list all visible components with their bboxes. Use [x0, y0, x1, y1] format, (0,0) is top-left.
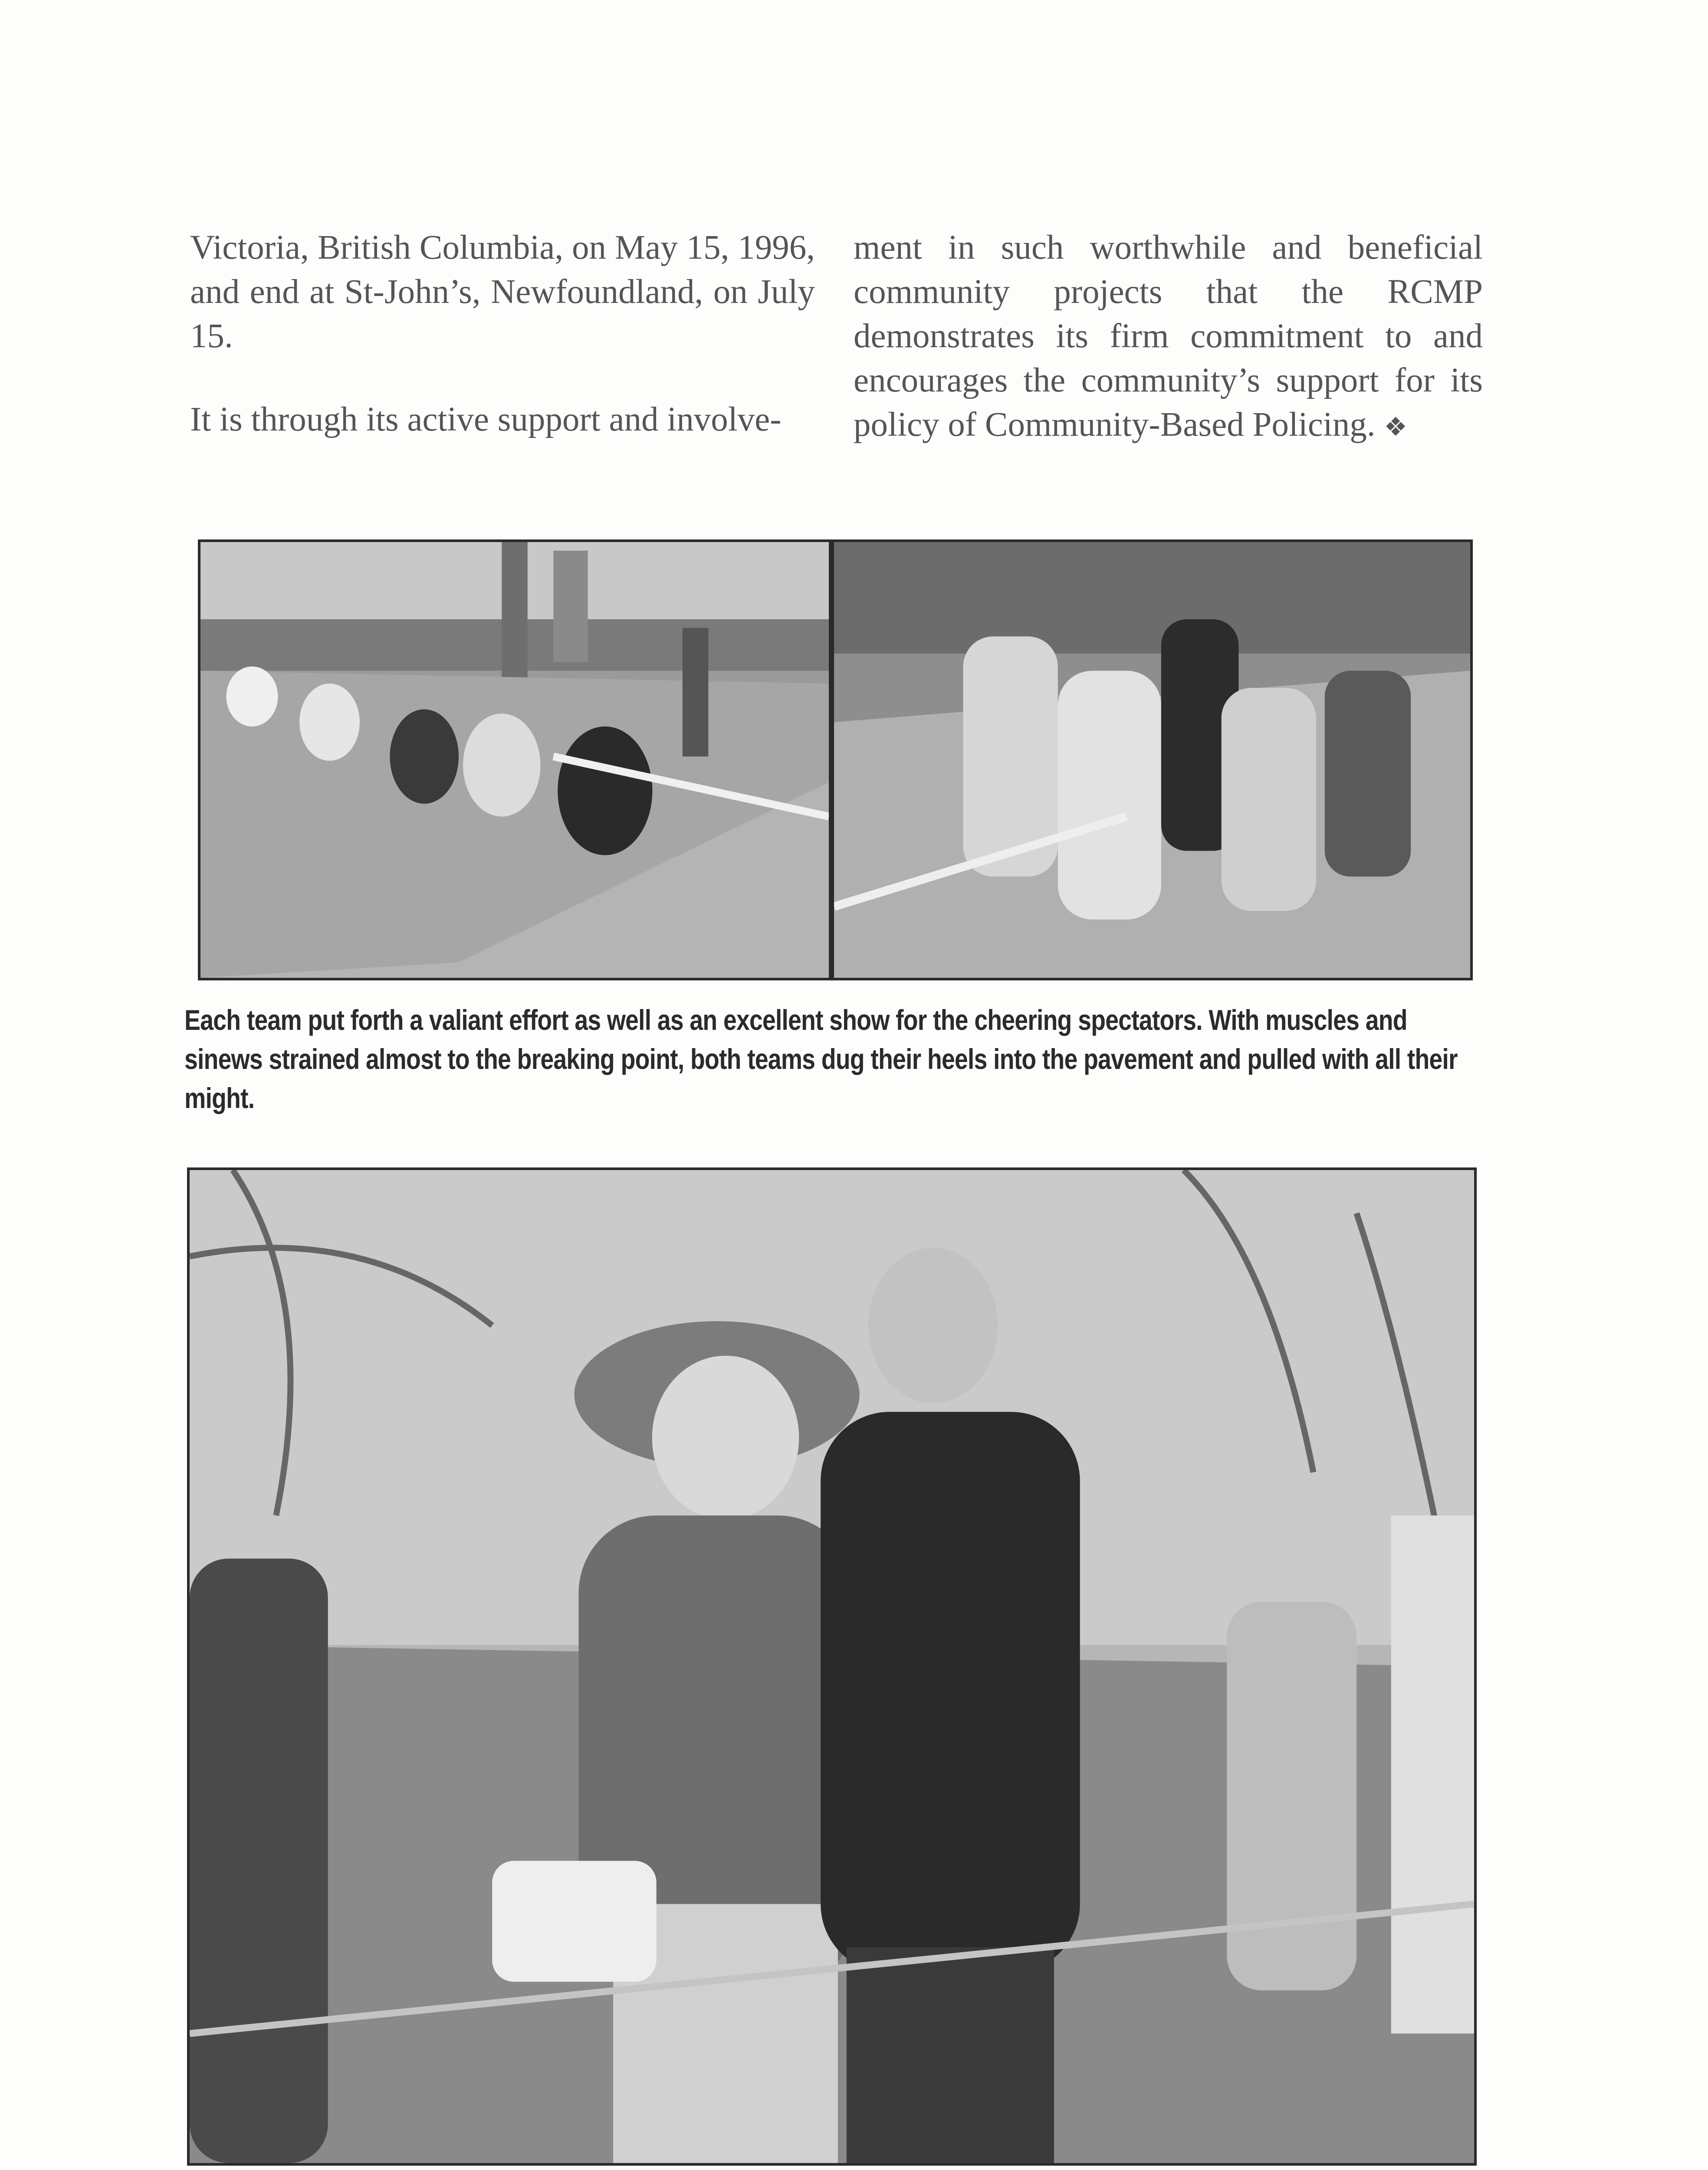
article-right-column: [854, 226, 1483, 488]
tug-of-war-photo-left-image: [200, 542, 829, 978]
article-paragraph: [854, 226, 1483, 449]
seniors-walk-photo-image: [190, 1170, 1474, 2163]
seniors-walk-photo: [187, 1167, 1477, 2166]
tug-of-war-photo-left: [198, 539, 831, 980]
tug-of-war-photo-right: [831, 539, 1473, 980]
article-paragraph: Victoria, British Columbia, on May 15, 1996, and end at St-John’s, Newfoundland, on July 15.: [190, 229, 815, 355]
end-mark-icon: ❖: [1384, 412, 1408, 442]
tug-of-war-photo-right-image: [834, 542, 1470, 978]
article-paragraph-text: ment in such worthwhile and beneficial community projects that the RCMP demonstrates its firm commitment to and encourages the community’s support for its policy of Community-Based Policing.: [854, 229, 1483, 444]
tug-of-war-caption: Each team put forth a valiant effort as well as an excellent show for the cheering spectators. With muscles and sinews strained almost to the breaking point, both teams dug their heels into the pavement and pulled with all their might.: [184, 1004, 1458, 1114]
article-paragraph: It is through its active support and involve-: [190, 401, 782, 438]
article-left-column: [190, 226, 815, 481]
